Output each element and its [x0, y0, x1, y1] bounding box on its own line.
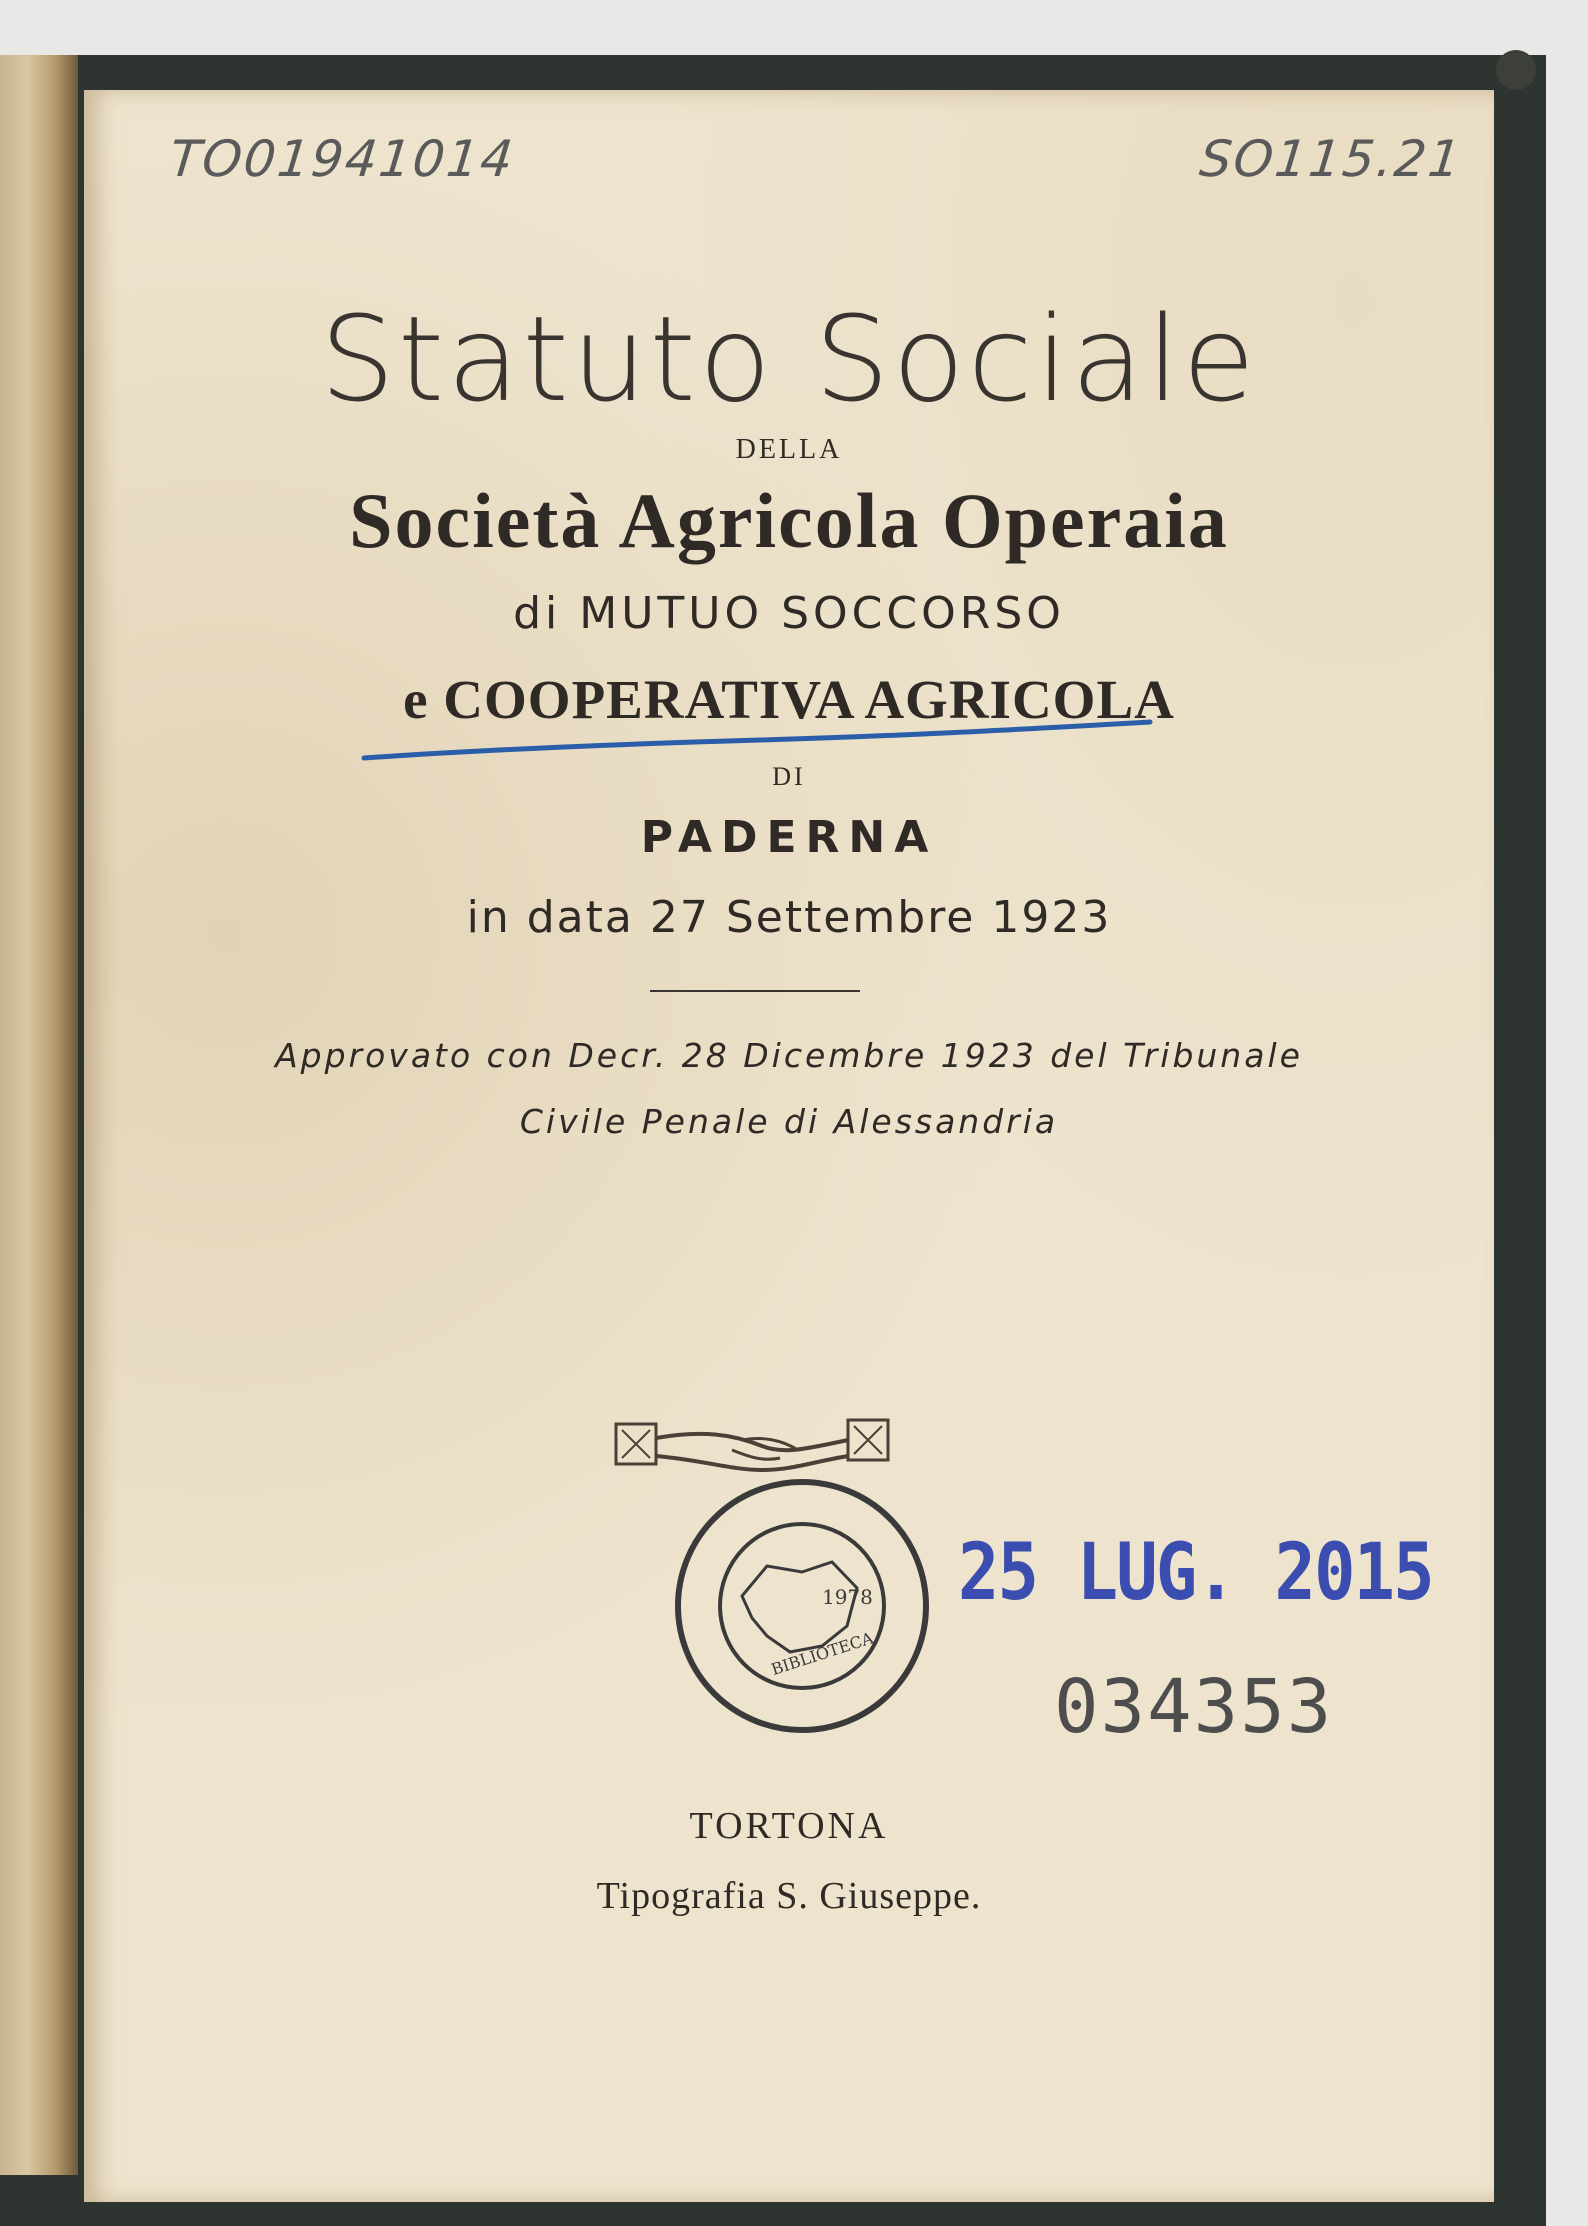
date-stamp: 25 LUG. 2015: [958, 1528, 1433, 1618]
stamp-year: 1978: [822, 1585, 873, 1609]
handwritten-catalog-code: TO01941014: [166, 130, 518, 188]
handwritten-shelf-mark: SO115.21: [1196, 130, 1466, 188]
document-title: Statuto Sociale: [320, 290, 1258, 428]
library-stamp-seal: [672, 1476, 932, 1736]
facing-page-edge: [0, 55, 78, 2175]
mutual-aid-line: di MUTUO SOCCORSO: [513, 588, 1065, 639]
cover-corner: [1496, 50, 1536, 90]
di-label: DI: [772, 762, 806, 791]
pen-underline-mark: [360, 700, 1160, 770]
printer-name: Tipografia S. Giuseppe.: [596, 1875, 982, 1917]
stamp-label: BIBLIOTECA: [768, 1628, 876, 1680]
divider-rule: [650, 990, 860, 992]
society-name: Società Agricola Operaia: [349, 477, 1229, 564]
della-label: DELLA: [735, 434, 843, 465]
statute-date: in data 27 Settembre 1923: [466, 892, 1112, 943]
approval-line-2: Civile Penale di Alessandria: [519, 1102, 1059, 1141]
inventory-number-stamp: 034353: [1054, 1664, 1334, 1750]
cooperative-line: e COOPERATIVA AGRICOLA: [403, 669, 1175, 730]
place-name: PADERNA: [640, 812, 938, 863]
publication-city: TORTONA: [689, 1805, 889, 1847]
approval-line-1: Approvato con Decr. 28 Dicembre 1923 del Tribunale: [275, 1036, 1303, 1075]
